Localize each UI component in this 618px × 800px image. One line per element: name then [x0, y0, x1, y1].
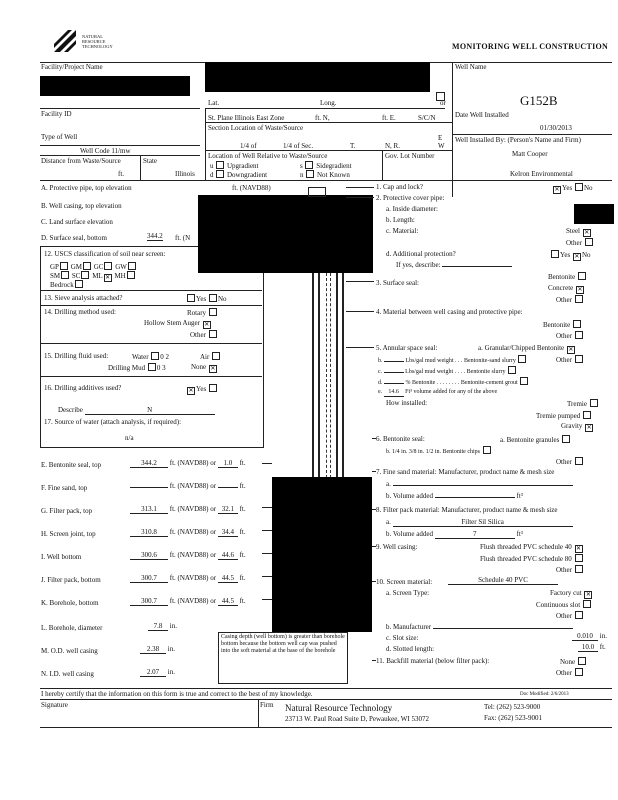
sc-checkbox[interactable] — [81, 271, 89, 279]
none-label: None — [191, 363, 207, 371]
footer-fax: Fax: (262) 523-9001 — [484, 714, 542, 722]
label-b: B. Well casing, top elevation — [41, 202, 122, 210]
slot-size-value: 0.010 — [572, 632, 598, 641]
well-name-label: Well Name — [455, 63, 487, 71]
q11-none-label: None — [560, 658, 576, 666]
seal-concrete-checkbox[interactable]: ✕ — [577, 287, 583, 293]
seal-bentonite: Bentonite — [548, 273, 576, 281]
label-m: M. O.D. well casing — [41, 647, 98, 655]
q5e-value: 14.6 — [384, 388, 404, 397]
ft-e-label: ft. E. — [382, 114, 396, 122]
seal-other-checkbox[interactable] — [575, 295, 583, 303]
firm-name: Kelron Environmental — [510, 170, 573, 178]
g-value: 313.1 — [130, 505, 168, 514]
q6-label: 6. Bentonite seal: — [376, 435, 425, 443]
q10-value: Schedule 40 PVC — [448, 576, 558, 585]
cap-no-checkbox[interactable] — [575, 183, 583, 191]
q7b-label: b. Volume added — [386, 492, 433, 500]
label-n: N. I.D. well casing — [41, 670, 94, 678]
gov-lot-label: Gov. Lot Number — [385, 152, 435, 160]
label-i: I. Well bottom — [41, 553, 82, 561]
describe-value: N — [85, 406, 215, 415]
addl-yes-checkbox[interactable] — [551, 250, 559, 258]
q6a-checkbox[interactable] — [562, 435, 570, 443]
sieve-no: No — [217, 295, 227, 303]
q7b-unit: ft³ — [516, 492, 523, 500]
well-code: Well Code 11/mw — [80, 147, 131, 155]
steel-checkbox[interactable]: ✕ — [584, 230, 590, 236]
doc-modified: Doc Modified: 2/6/2013 — [520, 692, 569, 697]
sidegradient-label: Sidegradient — [316, 162, 352, 170]
describe-label: Describe — [58, 406, 83, 414]
sieve-no-checkbox[interactable] — [209, 294, 217, 302]
upgradient-label: Upgradient — [227, 162, 259, 170]
well-id: G152B — [520, 93, 558, 108]
location-relative-label: Location of Well Relative to Waste/Source — [208, 152, 328, 160]
label-e: E. Bentonite seal, top — [41, 461, 102, 469]
logo-text: NATURAL RESOURCE TECHNOLOGY — [82, 34, 113, 49]
g-navd: ft. (NAVD88) or — [169, 505, 217, 513]
t-label: T. — [350, 142, 356, 150]
label-a: A. Protective pipe, top elevation — [41, 184, 132, 192]
soil-sc: SC — [71, 272, 81, 280]
ft-n-label: ft. N, — [315, 114, 330, 122]
q5-other: Other — [556, 356, 572, 364]
l-in: in. — [169, 622, 177, 630]
j-depth: 44.5 — [218, 574, 238, 583]
q5c-label: Lbs/gal mud weight . . . . Bentonite slurry — [405, 369, 506, 375]
q3-label: 3. Surface seal: — [376, 279, 419, 287]
label-d: D. Surface seal, bottom — [41, 234, 107, 242]
q6b-checkbox[interactable] — [483, 446, 491, 454]
pvc80-checkbox[interactable] — [575, 554, 583, 562]
slotted-length-value: 10.0 — [578, 643, 598, 652]
q8a-value: Filter Sil Silica — [393, 518, 573, 527]
tremie-pumped-label: Tremie pumped — [536, 412, 581, 420]
factory-cut-checkbox[interactable]: ✕ — [585, 592, 591, 598]
q10-other-checkbox[interactable] — [575, 611, 583, 619]
q4-label: 4. Material between well casing and protective pipe: — [376, 308, 523, 316]
not-known-checkbox[interactable] — [306, 170, 314, 178]
type-of-well-label: Type of Well — [41, 133, 78, 141]
l-value: 7.8 — [148, 622, 168, 631]
state-value: Illinois — [175, 170, 195, 178]
e-value: 344.2 — [130, 459, 168, 468]
factory-cut-label: Factory cut — [550, 589, 582, 597]
soil-ml: ML — [92, 272, 103, 280]
seal-concrete: Concrete — [548, 284, 574, 292]
certify-text: I hereby certify that the information on this form is true and correct to the best of my knowledge. — [41, 690, 313, 698]
h-ft: ft. — [239, 528, 246, 536]
hsa-label: Hollow Stem Auger — [144, 319, 200, 327]
casing-note — [218, 632, 348, 684]
f-navd: ft. (NAVD88) or — [169, 482, 217, 490]
h-depth: 34.4 — [218, 528, 238, 537]
i-depth: 44.6 — [218, 551, 238, 560]
air-label: Air — [200, 353, 210, 361]
label-l: L. Borehole, diameter — [41, 624, 103, 632]
q2c-label: c. Material: — [386, 227, 419, 235]
pvc40-checkbox[interactable]: ✕ — [576, 546, 582, 552]
addl-yes: Yes — [560, 251, 571, 259]
soil-sm: SM — [50, 272, 61, 280]
tremie-pumped-checkbox[interactable] — [583, 411, 591, 419]
additives-yes-checkbox[interactable]: ✕ — [188, 388, 194, 394]
continuous-slot-checkbox[interactable] — [583, 600, 591, 608]
q2a-label: a. Inside diameter: — [386, 205, 438, 213]
m-in: in. — [167, 645, 175, 653]
drill-fluid-label: 15. Drilling fluid used: — [44, 352, 109, 360]
or-label: or — [440, 99, 446, 107]
g-ft: ft. — [239, 505, 246, 513]
q8b-label: b. Volume added — [386, 530, 433, 538]
redacted-facility-name-2 — [205, 62, 430, 92]
water-code: 0 2 — [160, 353, 170, 361]
q2b-label: b. Length: — [386, 216, 415, 224]
q2d-label: d. Additional protection? — [386, 250, 456, 258]
q5e-label: Ft³ volume added for any of the above — [405, 389, 498, 395]
q5b-checkbox[interactable] — [518, 355, 526, 363]
q9-label: 9. Well casing: — [376, 543, 418, 551]
soil-mh: MH — [114, 272, 126, 280]
if-yes-label: If yes, describe: — [396, 261, 441, 269]
q11-label: 11. Backfill material (below filter pack): — [376, 657, 490, 665]
sieve-yes-checkbox[interactable] — [187, 294, 195, 302]
g-depth: 32.1 — [218, 505, 238, 514]
q5d-label: % Bentonite . . . . . . . . Bentonite-cement grout — [405, 380, 518, 386]
water-label: Water — [132, 353, 149, 361]
addl-no: No — [581, 251, 591, 259]
q2-label: 2. Protective cover pipe: — [376, 194, 445, 202]
i-navd: ft. (NAVD88) or — [169, 551, 217, 559]
additives-label: 16. Drilling additives used? — [44, 384, 122, 392]
q8b-unit: ft³ — [516, 530, 523, 538]
redacted-diagram-bottom — [272, 477, 372, 632]
footer-address: 23713 W. Paul Road Suite D, Pewaukee, WI 53072 — [285, 715, 429, 723]
water-checkbox[interactable] — [151, 352, 159, 360]
sieve-yes: Yes — [196, 295, 207, 303]
label-f: F. Fine sand, top — [41, 484, 88, 492]
gc-checkbox[interactable] — [104, 262, 112, 270]
pvc40-label: Flush threaded PVC schedule 40 — [480, 543, 572, 551]
manufacturer-label: b. Manufacturer — [386, 623, 432, 631]
j-navd: ft. (NAVD88) or — [169, 574, 217, 582]
w-label: W — [438, 142, 445, 150]
q6a-label: a. Bentonite granules — [500, 436, 560, 444]
q6-other: Other — [556, 458, 572, 466]
nr-label: N, R. — [385, 142, 400, 150]
additives-no-checkbox[interactable] — [209, 384, 217, 392]
u-code: u — [210, 162, 214, 170]
label-g: G. Filter pack, top — [41, 507, 93, 515]
q4-other-checkbox[interactable] — [575, 331, 583, 339]
date-installed: 01/30/2013 — [540, 124, 572, 132]
d-value: 344.2 — [147, 232, 163, 240]
distance-label: Distance from Waste/Source — [41, 157, 121, 165]
q11-none-checkbox[interactable] — [578, 657, 586, 665]
footer-firm-name: Natural Resource Technology — [285, 703, 393, 713]
gravity-label: Gravity — [561, 422, 583, 430]
sieve-label: 13. Sieve analysis attached? — [44, 294, 123, 302]
drill-other-label: Other — [190, 331, 206, 339]
downgradient-checkbox[interactable] — [216, 170, 224, 178]
protective-cap — [308, 187, 326, 197]
soil-gw: GW — [115, 263, 127, 271]
form-title: MONITORING WELL CONSTRUCTION — [452, 42, 609, 51]
q1-label: 1. Cap and lock? — [376, 183, 424, 191]
scn-label: S/C/N — [418, 114, 436, 122]
q9-other-checkbox[interactable] — [575, 565, 583, 573]
q4-bentonite: Bentonite — [543, 321, 571, 329]
a-unit: ft. (NAVD88) — [232, 184, 271, 192]
q10-other: Other — [556, 612, 572, 620]
redacted-pipe-dims — [574, 204, 614, 224]
j-ft: ft. — [239, 574, 246, 582]
q5-label: 5. Annular space seal: — [376, 344, 438, 352]
section-location-label: Section Location of Waste/Source — [208, 124, 304, 132]
upgradient-checkbox[interactable] — [216, 161, 224, 169]
gw-checkbox[interactable] — [128, 262, 136, 270]
downgradient-label: Downgradient — [227, 171, 268, 179]
q6-other-checkbox[interactable] — [575, 457, 583, 465]
installed-by-label: Well Installed By: (Person's Name and Firm) — [455, 136, 581, 144]
bedrock-checkbox[interactable] — [75, 280, 83, 288]
form-page: NATURAL RESOURCE TECHNOLOGY MONITORING WELL CONSTRUCTION Facility/Project Name Well Name Lat. Long. or G152B Facility ID St. Plane Illinois East Zone ft. N, ft. E. S/C/N Date Well Installed 01/30/2013 Section Location of Waste/Source Type of Well 1/4 of 1/4 of Sec. T. N, R. E W Well Installed By: (Person's Name and Firm) Matt Cooper Well Code 11/mw Location of Well Relative to Waste/Source Gov. Lot Number Distance from Waste/Source State ft. Illinois u Upgradient s Sidegradient d Downgradient n Not Known Kelron Environmental A. Protective pipe, top elevation ft. (NAVD88) B. Well casing, top elevation C. Land surface elevation D. Surface seal, bottom 344.2 ft. (N 12. USCS classification of soil near screen: GP GM GC GW SM SC ML ✕ MH Bedrock 13. Sieve analysis attached? Yes No 14. Drilling method used: Rotary Hollow Stem Auger ✕ Other 15. Drilling fluid used: Water 0 2 Air Drilling Mud 0 3 None ✕ 16. Drilling additives used? ✕ Yes Describe N 17. Source of water (attach analysis, if required): n/a E. Bentonite seal, top 344.2 ft. (NAVD88) or 1.0 ft. F. Fine sand, top ft. (NAVD88) or ft. G. Filter pack, top 313.1 ft. (NAVD88) or 32.1 ft. H. Screen joint, top 310.8 ft. (NAVD88) or 34.4 ft. I. Well bottom 300.6 ft. (NAVD88) or 44.6 ft. J. Filter pack, bottom 300.7 ft. (NAVD88) or 44.5 ft. K. Borehole, bottom 300.7 ft. (NAVD88) or 44.5 ft. L. Borehole, diameter 7.8 in. M. O.D. well casing 2.38 in. N. I.D. well casing 2.07 in. Casing depth (well bottom) is greater than borehole bottom because the bottom well cap was pushed into the soft material at the base of the borehole 1. Cap and lock? ✕ Yes No 2. Protective cover pipe: a. Inside diameter: b. Length: c. Material: Steel ✕ Other d. Additional protection? Yes ✕ No If yes, describe: 3. Surface seal: Bentonite Concrete ✕ Other 4. Material between well casing and protective pipe: Bentonite Other 5. Annular space seal: a. Granular/Chipped Bentonite ✕ Other b. Lbs/gal mud weight . . . Bentonite-sand slurry c. Lbs/gal mud weight . . . . Bentonite slurry d. % Bentonite . . . . . . . . Bentonite-cement grout e. 14.6 Ft³ volume added for any of the above How installed: Tremie Tremie pumped Gravity ✕ 6. Bentonite seal: a. Bentonite granules b. 1/4 in. 3/8 in. 1/2 in. Bentonite chips Other 7. Fine sand material: Manufacturer, product name & mesh size a. b. Volume added ft³ 8. Filter pack material: Manufacturer, product name & mesh size a. Filter Sil Silica b. Volume added 7 ft³ 9. Well casing: Flush threaded PVC schedule 40 ✕ Flush threaded PVC schedule 80 Other 10. Screen material: Schedule 40 PVC a. Screen Type: Factory cut ✕ Continuous slot Other b. Manufacturer c. Slot size: 0.010 in. d. Slotted length: 10.0 ft. 11. Backfill material (below filter pack): None Other I hereby certify that the information on this form is true and correct to the best of my knowledge. Doc Modified: 2/6/2013 Signature Firm Natural Resource Technology 23713 W. Paul Road Suite D, Pewaukee, WI 53072 Tel: (262) 523-9000 Fax: (262) 523-9001 — [0, 0, 618, 800]
seal-other: Other — [556, 296, 572, 304]
rotary-checkbox[interactable] — [209, 308, 217, 316]
q4-bentonite-checkbox[interactable] — [573, 320, 581, 328]
q8-label: 8. Filter pack material: Manufacturer, product name & mesh size — [376, 506, 558, 514]
steel-label: Steel — [566, 227, 580, 235]
j-value: 300.7 — [130, 574, 168, 583]
bedrock-label: Bedrock — [50, 281, 74, 289]
tremie-label: Tremie — [567, 400, 587, 408]
not-known-label: Not Known — [317, 171, 350, 179]
drill-other-checkbox[interactable] — [209, 330, 217, 338]
cap-no: No — [583, 184, 593, 192]
h-value: 310.8 — [130, 528, 168, 537]
e-depth: 1.0 — [218, 459, 238, 468]
mud-checkbox[interactable] — [148, 363, 156, 371]
k-ft: ft. — [239, 597, 246, 605]
label-j: J. Filter pack, bottom — [41, 576, 101, 584]
q5d-checkbox[interactable] — [520, 377, 528, 385]
gp-checkbox[interactable] — [60, 262, 68, 270]
cap-yes-checkbox[interactable]: ✕ — [554, 187, 560, 193]
i-ft: ft. — [239, 551, 246, 559]
slotted-length-label: d. Slotted length: — [386, 645, 435, 653]
q11-other-checkbox[interactable] — [575, 668, 583, 676]
q8b-value: 7 — [435, 530, 515, 539]
e-ft: ft. — [239, 459, 246, 467]
facility-project-name-label: Facility/Project Name — [41, 63, 103, 71]
k-depth: 44.5 — [218, 597, 238, 606]
redacted-project — [40, 76, 190, 96]
e-navd: ft. (NAVD88) or — [169, 459, 217, 467]
pvc80-label: Flush threaded PVC schedule 80 — [480, 555, 572, 563]
none-checkbox[interactable]: ✕ — [210, 366, 216, 372]
mud-code: 0 3 — [156, 364, 166, 372]
footer-tel: Tel: (262) 523-9000 — [484, 703, 541, 711]
d-code: d — [210, 171, 214, 179]
k-navd: ft. (NAVD88) or — [169, 597, 217, 605]
nrt-logo — [52, 28, 78, 54]
latlong-checkbox[interactable] — [436, 92, 445, 101]
soil-gp: GP — [50, 263, 59, 271]
additives-yes: Yes — [196, 385, 207, 393]
facility-id-label: Facility ID — [41, 110, 72, 118]
soil-gc: GC — [93, 263, 104, 271]
rotary-label: Rotary — [187, 309, 207, 317]
air-checkbox[interactable] — [212, 352, 220, 360]
state-label: State — [143, 157, 157, 165]
sm-checkbox[interactable] — [61, 271, 69, 279]
source-water-value: n/a — [125, 434, 134, 442]
q4-other: Other — [556, 332, 572, 340]
label-c: C. Land surface elevation — [41, 218, 113, 226]
installer-name: Matt Cooper — [512, 150, 548, 158]
k-value: 300.7 — [130, 597, 168, 606]
q10-label: 10. Screen material: — [376, 578, 433, 586]
source-water-label: 17. Source of water (attach analysis, if required): — [44, 418, 182, 426]
firm-label: Firm — [260, 701, 274, 709]
slot-size-label: c. Slot size: — [386, 634, 419, 642]
i-value: 300.6 — [130, 551, 168, 560]
continuous-slot-label: Continuous slot — [536, 601, 581, 609]
soil-gm: GM — [70, 263, 82, 271]
uscs-label: 12. USCS classification of soil near screen: — [44, 250, 166, 258]
q5a-checkbox[interactable]: ✕ — [568, 347, 574, 353]
q9-other: Other — [556, 566, 572, 574]
h-navd: ft. (NAVD88) or — [169, 528, 217, 536]
m-value: 2.38 — [140, 645, 166, 654]
drill-method-label: 14. Drilling method used: — [44, 308, 116, 316]
signature-label: Signature — [41, 701, 68, 709]
n-code: n — [300, 171, 304, 179]
seal-bentonite-checkbox[interactable] — [578, 272, 586, 280]
slot-in: in. — [599, 632, 607, 640]
q6b-label: b. 1/4 in. 3/8 in. 1/2 in. Bentonite chips — [386, 449, 480, 455]
ml-checkbox[interactable]: ✕ — [105, 275, 111, 281]
quarter-label: 1/4 of — [240, 142, 257, 150]
q5b-label: Lbs/gal mud weight . . . Bentonite-sand slurry — [405, 358, 516, 364]
q5-other-checkbox[interactable] — [575, 355, 583, 363]
cap-yes: Yes — [562, 184, 573, 192]
gm-checkbox[interactable] — [83, 262, 91, 270]
q7-label: 7. Fine sand material: Manufacturer, product name & mesh size — [376, 468, 555, 476]
tremie-checkbox[interactable] — [590, 399, 598, 407]
label-k: K. Borehole, bottom — [41, 599, 99, 607]
e-label: E — [438, 134, 443, 142]
s-code: s — [300, 162, 303, 170]
redacted-diagram-top — [198, 195, 373, 273]
label-h: H. Screen joint, top — [41, 530, 96, 538]
mh-checkbox[interactable] — [127, 271, 135, 279]
n-in: in. — [167, 668, 175, 676]
long-label: Long. — [320, 99, 337, 107]
q5f-label: How installed: — [386, 399, 428, 407]
f-ft: ft. — [239, 482, 246, 490]
q5c-checkbox[interactable] — [508, 366, 516, 374]
hsa-checkbox[interactable]: ✕ — [204, 322, 210, 328]
sidegradient-checkbox[interactable] — [305, 161, 313, 169]
date-installed-label: Date Well Installed — [455, 111, 509, 119]
d-unit: ft. (N — [175, 234, 191, 242]
n-value: 2.07 — [140, 668, 166, 677]
dist-ft: ft. — [118, 170, 125, 178]
slotted-ft: ft. — [599, 643, 606, 651]
lat-label: Lat. — [208, 99, 220, 107]
q11-other: Other — [556, 669, 572, 677]
casing-note-text: Casing depth (well bottom) is greater than borehole bottom because the bottom well cap was pushed into the soft material at the base of the borehole — [221, 634, 345, 654]
st-plane-label: St. Plane Illinois East Zone — [208, 114, 285, 122]
pipe-other-checkbox[interactable] — [585, 238, 593, 246]
addl-no-checkbox[interactable]: ✕ — [574, 254, 580, 260]
quarter-sec-label: 1/4 of Sec. — [283, 142, 314, 150]
q5a-label: a. Granular/Chipped Bentonite — [478, 344, 565, 352]
pipe-other-label: Other — [566, 239, 582, 247]
gravity-checkbox[interactable]: ✕ — [586, 425, 592, 431]
drill-mud-label: Drilling Mud — [108, 364, 146, 372]
q10a-label: a. Screen Type: — [386, 589, 430, 597]
